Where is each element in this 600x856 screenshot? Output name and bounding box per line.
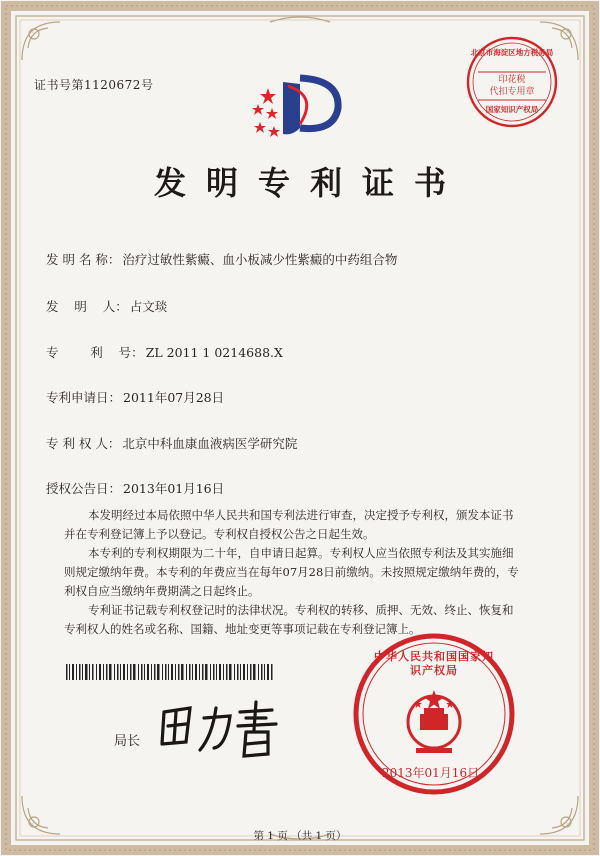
patent-number-value: ZL 2011 1 0214688.X: [145, 345, 283, 360]
certificate-number: 证书号第1120672号: [34, 78, 154, 92]
field-patentee: [46, 434, 297, 452]
patent-office-logo: [252, 78, 338, 137]
invention-name-value: 治疗过敏性紫癜、血小板减少性紫癜的中药组合物: [122, 252, 398, 267]
grant-date-value: 2013年01月16日: [123, 481, 225, 496]
page-footer: 第 1 页 （共 1 页）: [253, 830, 347, 842]
grant-date-label: 授权公告日：: [46, 481, 122, 496]
director-signature: [162, 702, 276, 756]
patentee-value: 北京中科血康血液病医学研究院: [122, 436, 298, 451]
tax-stamp-center-text: [478, 74, 546, 98]
field-patent-number: [46, 343, 283, 361]
field-grant-date: [46, 479, 224, 497]
seal-ring-text: 中华人民共和国国家知识产权局: [374, 650, 494, 677]
patentee-label: 专 利 权 人：: [46, 436, 121, 451]
patent-number-label: 专 利 号：: [46, 345, 144, 360]
invention-name-label: 发 明 名 称：: [46, 252, 121, 267]
body-paragraph-2: 本专利的专利权期限为二十年，自申请日起算。专利权人应当依照专利法及其实施细则规定缴纳年费。本专利的年费应当在每年07月28日前缴纳。未按照规定缴纳年费的，专利权自应当缴纳年费期满之日起终止。: [64, 546, 519, 598]
tax-stamp-line2: 代扣专用章: [489, 87, 535, 97]
body-paragraph-1: 本发明经过本局依照中华人民共和国专利法进行审查，决定授予专利权，颁发本证书并在专利登记簿上予以登记。专利权自授权公告之日起生效。: [64, 508, 514, 541]
body-text: [64, 506, 524, 639]
field-invention-name: [46, 250, 397, 268]
corner-ornament-tl: [22, 22, 60, 60]
tax-stamp-ring-text: 北京市海淀区地方税务局: [470, 48, 554, 57]
inventor-value: 占文琰: [129, 299, 168, 314]
field-filing-date: [46, 388, 224, 406]
seal-date: 2013年01月16日: [382, 766, 480, 780]
body-paragraph-3: 专利证书记载专利权登记时的法律状况。专利权的转移、质押、无效、终止、恢复和专利权人的姓名或名称、国籍、地址变更等事项记载在专利登记簿上。: [64, 603, 514, 636]
director-label: 局长: [114, 734, 141, 749]
filing-date-label: 专利申请日：: [46, 390, 122, 405]
barcode: [66, 664, 273, 680]
certificate-title: 发明专利证书: [153, 164, 466, 202]
tax-stamp-line1: 印花税: [498, 75, 526, 85]
filing-date-value: 2011年07月28日: [123, 390, 225, 405]
inventor-label: 发 明 人：: [46, 299, 128, 314]
tax-stamp-bottom-text: 国家知识产权局: [485, 105, 539, 114]
field-inventor: [46, 297, 167, 315]
